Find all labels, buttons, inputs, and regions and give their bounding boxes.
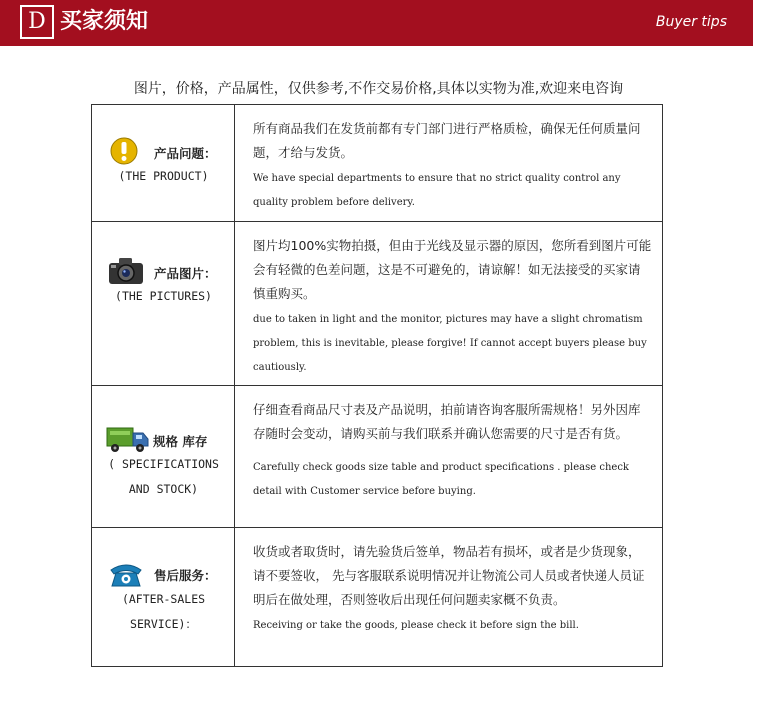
row-label-en: (AFTER-SALES — [121, 592, 206, 606]
row-text-zh: 收货或者取货时，请先验货后签单，物品若有损坏，或者是少货现象，请不要签收， 先与客服联系说明情况并让物流公司人员或者快递人员证明后在做处理，否则签收后出现任何问题卖家概不负责。 — [253, 544, 645, 607]
banner-subtitle: Buyer tips — [655, 14, 727, 30]
row-label-en: AND STOCK) — [128, 482, 199, 496]
row-content-cell — [235, 528, 662, 667]
row-text-en: Carefully check goods size table and product specifications . please check detail with Customer service before buying. — [253, 462, 629, 497]
warning-icon — [110, 137, 138, 165]
camera-icon — [108, 256, 144, 286]
row-content-cell — [235, 386, 662, 527]
row-label-cell — [92, 386, 235, 527]
row-text-zh: 图片均100%实物拍摄，但由于光线及显示器的原因，您所看到图片可能会有轻微的色差问题，这是不可避免的，请谅解！如无法接受的买家请慎重购买。 — [253, 238, 652, 301]
row-content-cell — [235, 105, 662, 221]
table-row — [92, 105, 662, 222]
row-label-zh: 产品图片： — [154, 266, 217, 281]
row-label-zh: 产品问题： — [154, 146, 217, 161]
row-label-cell — [92, 528, 235, 667]
row-label-en: (THE PRODUCT) — [118, 169, 209, 183]
row-text-en: Receiving or take the goods, please check it before sign the bill. — [253, 620, 579, 631]
notice-text: 图片，价格，产品属性，仅供参考,不作交易价格,具体以实物为准,欢迎来电咨询 — [133, 81, 624, 97]
row-label-zh: 售后服务： — [154, 568, 217, 583]
row-label-cell — [92, 105, 235, 221]
row-label-en: ( SPECIFICATIONS — [108, 457, 219, 471]
row-label-zh: 规格 库存 — [153, 434, 208, 449]
row-text-zh: 所有商品我们在发货前都有专门部门进行严格质检，确保无任何质量问题，才给与发货。 — [253, 121, 641, 160]
truck-icon — [106, 424, 150, 454]
phone-icon — [108, 560, 144, 588]
row-label-en: SERVICE)： — [130, 617, 197, 631]
info-table — [91, 104, 663, 667]
logo-letter: D — [20, 5, 54, 39]
row-label-cell — [92, 222, 235, 385]
table-row — [92, 386, 662, 528]
table-row — [92, 528, 662, 667]
row-text-en: due to taken in light and the monitor, pictures may have a slight chromatism problem, this is inevitable, please forgive! If cannot accept buyers please buy cautiously. — [253, 314, 647, 373]
page-title: 买家须知 — [60, 9, 149, 34]
row-text-zh: 仔细查看商品尺寸表及产品说明，拍前请咨询客服所需规格！另外因库存随时会变动，请购买前与我们联系并确认您需要的尺寸是否有货。 — [253, 402, 641, 441]
table-row — [92, 222, 662, 386]
row-label-en: (THE PICTURES) — [115, 289, 212, 303]
header-banner — [0, 0, 753, 46]
row-content-cell — [235, 222, 662, 385]
row-text-en: We have special departments to ensure that no strict quality control any quality problem before delivery. — [253, 173, 621, 208]
